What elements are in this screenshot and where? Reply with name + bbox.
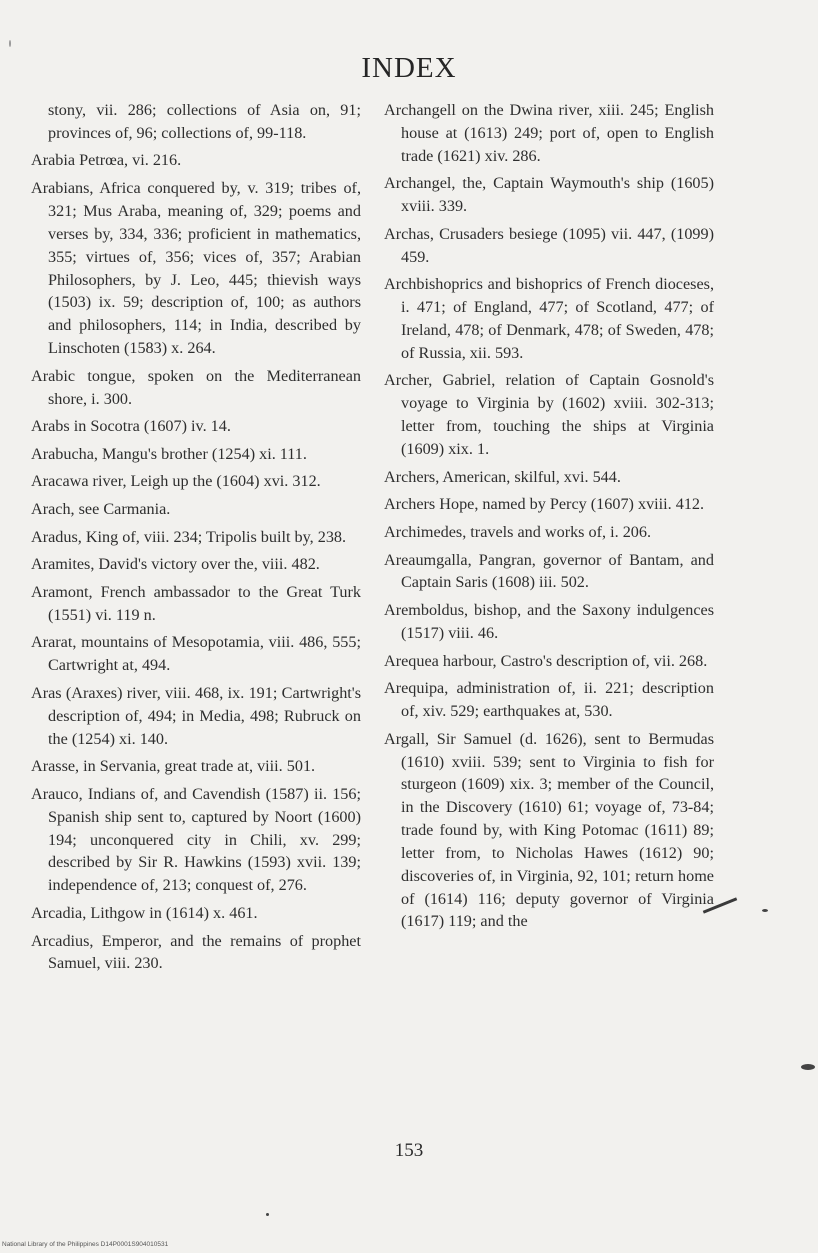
index-entry: Aras (Araxes) river, viii. 468, ix. 191; Cartwright's description of, 494; in Media, 498; Rubruck on the (1254) xi. 140. — [31, 683, 361, 748]
index-entry: Arcadius, Emperor, and the remains of prophet Samuel, viii. 230. — [31, 931, 361, 973]
index-entry: Archers, American, skilful, xvi. 544. — [384, 467, 621, 486]
index-entry: Archer, Gabriel, relation of Captain Gosnold's voyage to Virginia by (1602) xviii. 302-313; letter from, touching the ships at Virginia (1609) xix. 1. — [384, 371, 714, 458]
index-entry: Arabucha, Mangu's brother (1254) xi. 111. — [31, 444, 307, 463]
index-entry: Arcadia, Lithgow in (1614) x. 461. — [31, 903, 258, 922]
index-entry: Arequea harbour, Castro's description of, vii. 268. — [384, 651, 708, 670]
index-entry: Aramites, David's victory over the, viii. 482. — [31, 555, 320, 574]
ink-speck — [801, 1064, 815, 1070]
index-entry: stony, vii. 286; collections of Asia on, 91; provinces of, 96; collections of, 99-118. — [48, 101, 361, 142]
index-entry: Arabia Petrœa, vi. 216. — [31, 151, 182, 170]
index-entry: Ararat, mountains of Mesopotamia, viii. 486, 555; Cartwright at, 494. — [31, 633, 361, 675]
index-entry: Arauco, Indians of, and Cavendish (1587) ii. 156; Spanish ship sent to, captured by Noort (1600) 194; unconquered city in Chili, xv. 299; described by Sir R. Hawkins (1593) xvii. 139; independence of, 213; conquest of, 276. — [31, 784, 361, 895]
index-entry: Arabs in Socotra (1607) iv. 14. — [31, 417, 231, 436]
index-column-right — [384, 99, 714, 938]
index-entry: Argall, Sir Samuel (d. 1626), sent to Bermudas (1610) xviii. 539; sent to Virginia to fish for sturgeon (1609) xix. 3; member of the Council, in the Discovery (1610) 61; voyage of, 73-84; trade found by, with King Potomac (1611) 89; letter from, to Nicholas Hawes (1612) 90; discoveries of, in Virginia, 92, 101; return home of (1614) 116; deputy governor of Virginia (1617) 119; and the — [384, 729, 714, 931]
index-entry: Archers Hope, named by Percy (1607) xviii. 412. — [384, 495, 705, 514]
index-entry: Arabic tongue, spoken on the Mediterranean shore, i. 300. — [31, 366, 361, 408]
index-entry: Aremboldus, bishop, and the Saxony indulgences (1517) viii. 46. — [384, 601, 714, 642]
index-entry: Archangel, the, Captain Waymouth's ship (1605) xviii. 339. — [384, 174, 714, 216]
scan-footer-note: National Library of the Philippines D14P0001S904010531 — [2, 1241, 169, 1248]
ink-speck — [9, 40, 11, 47]
index-entry: Archangell on the Dwina river, xiii. 245; English house at (1613) 249; port of, open to English trade (1621) xiv. 286. — [384, 101, 714, 165]
index-entry: Arasse, in Servania, great trade at, viii. 501. — [31, 757, 316, 776]
index-entry: Aradus, King of, viii. 234; Tripolis built by, 238. — [31, 527, 347, 546]
index-entry: Archbishoprics and bishoprics of French dioceses, i. 471; of England, 477; of Scotland, 477; of Ireland, 478; of Denmark, 478; of Sweden, 478; of Russia, xii. 593. — [384, 275, 714, 362]
index-entry: Aracawa river, Leigh up the (1604) xvi. 312. — [31, 472, 321, 491]
index-entry: Archimedes, travels and works of, i. 206. — [384, 522, 652, 541]
index-entry: Archas, Crusaders besiege (1095) vii. 447, (1099) 459. — [384, 224, 714, 266]
index-entry: Arach, see Carmania. — [31, 500, 171, 519]
index-entry: Arequipa, administration of, ii. 221; description of, xiv. 529; earthquakes at, 530. — [384, 679, 714, 721]
index-entry: Areaumgalla, Pangran, governor of Bantam, and Captain Saris (1608) iii. 502. — [384, 550, 714, 592]
ink-speck — [762, 909, 768, 912]
index-entry: Aramont, French ambassador to the Great Turk (1551) vi. 119 n. — [31, 583, 361, 624]
index-column-left — [31, 99, 361, 980]
index-entry: Arabians, Africa conquered by, v. 319; tribes of, 321; Mus Araba, meaning of, 329; poems and verses by, 334, 336; proficient in mathematics, 355; virtues of, 356; vices of, 357; Arabian Philosophers, by J. Leo, 445; thievish ways (1503) ix. 59; description of, 100; as authors and philosophers, 114; in India, described by Linschoten (1583) x. 264. — [31, 179, 361, 358]
page-title: INDEX — [361, 52, 457, 84]
page-number: 153 — [394, 1140, 424, 1161]
ink-speck — [266, 1213, 269, 1216]
